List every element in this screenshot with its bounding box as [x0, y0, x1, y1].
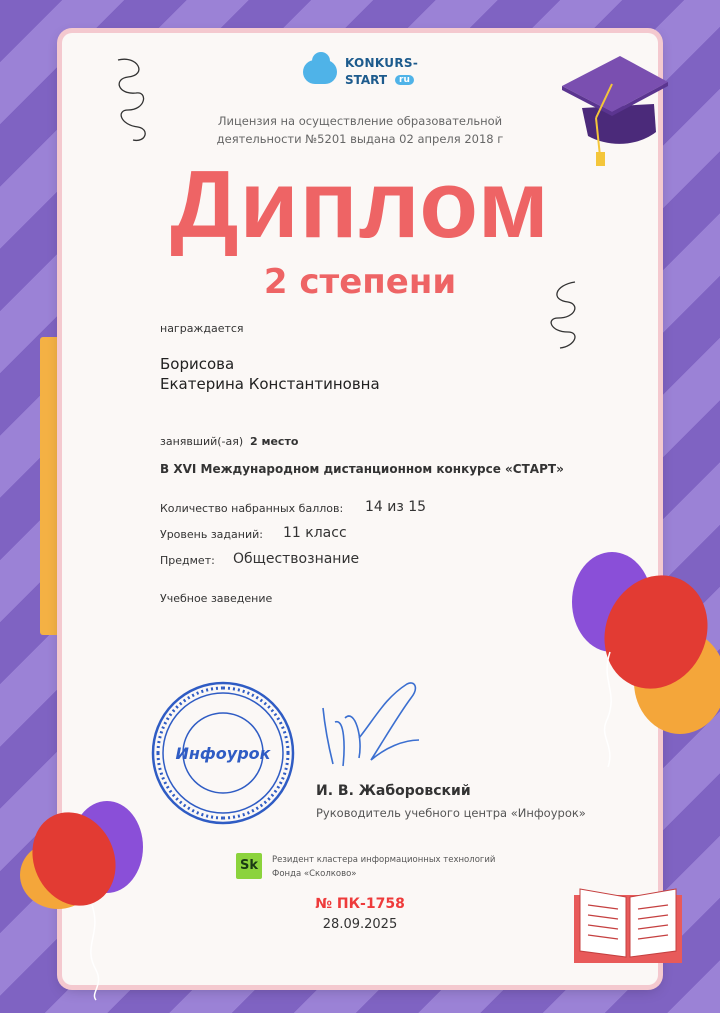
logo-tld: ru — [395, 75, 414, 85]
balloons-icon — [570, 532, 720, 772]
recipient-given-name: Екатерина Константиновна — [160, 375, 380, 393]
swirl-decoration — [108, 55, 158, 145]
signatory-role: Руководитель учебного центра «Инфоурок» — [316, 806, 586, 820]
recipient-surname: Борисова — [160, 355, 235, 373]
swirl-decoration — [540, 280, 590, 360]
logo-line1: KONKURS- — [345, 56, 419, 70]
contest-name: В XVI Международном дистанционном конкурсе «СТАРТ» — [160, 462, 564, 476]
score-value: 14 из 15 — [365, 499, 427, 515]
level-value: 11 класс — [283, 525, 347, 541]
skolkovo-line2: Фонда «Сколково» — [272, 869, 357, 879]
level-label: Уровень заданий: — [160, 528, 263, 541]
license-line2: деятельности №5201 выдана 02 апреля 2018 г — [216, 132, 504, 146]
skolkovo-line1: Резидент кластера информационных технологий — [272, 855, 496, 865]
document-number: № ПК-1758 — [315, 896, 405, 912]
skolkovo-icon: Sk — [236, 853, 262, 879]
license-line1: Лицензия на осуществление образовательной — [217, 114, 503, 128]
school-label: Учебное заведение — [160, 592, 273, 605]
cloud-cap-icon — [303, 60, 337, 84]
signature-icon — [315, 678, 425, 778]
document-date: 28.09.2025 — [322, 917, 398, 932]
stamp-icon — [150, 680, 296, 826]
skolkovo-text — [272, 853, 495, 881]
score-label: Количество набранных баллов: — [160, 502, 344, 515]
balloons-icon — [12, 795, 142, 1000]
subject-value: Обществознание — [233, 551, 360, 567]
stamp-center-text: Инфоурок — [175, 744, 271, 763]
signatory-name: И. В. Жаборовский — [316, 783, 471, 799]
konkurs-start-logo — [303, 56, 423, 94]
place-label: занявший(-ая) — [160, 435, 244, 448]
place-value: 2 место — [250, 435, 299, 448]
license-text — [210, 112, 510, 148]
book-icon — [572, 885, 684, 965]
awarded-label: награждается — [160, 322, 244, 335]
diploma-degree: 2 степени — [263, 262, 457, 302]
subject-label: Предмет: — [160, 554, 215, 567]
diploma-title: Диплом — [170, 151, 550, 258]
logo-line2: START — [345, 73, 388, 87]
